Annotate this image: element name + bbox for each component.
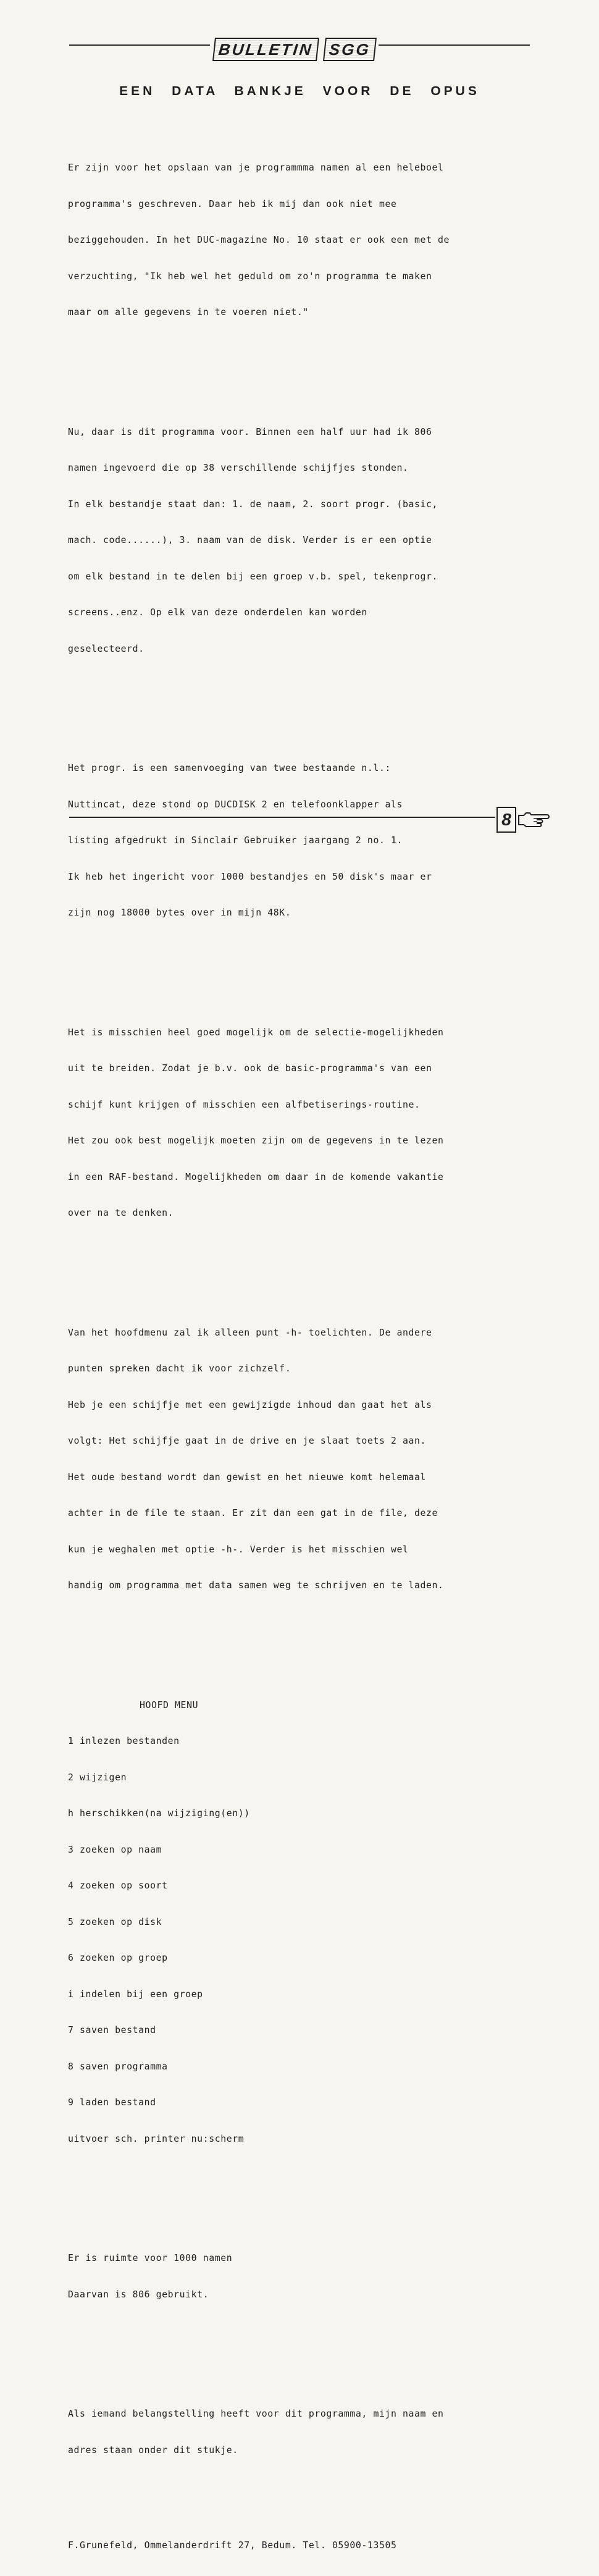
- masthead-logo: [210, 37, 379, 62]
- text-line: maar om alle gegevens in te voeren niet.": [68, 307, 309, 318]
- paragraph-4: [68, 1003, 537, 1244]
- menu-item: 8 saven programma: [68, 2061, 168, 2072]
- menu-item: 7 saven bestand: [68, 2025, 156, 2035]
- menu-item: 3 zoeken op naam: [68, 1844, 162, 1855]
- text-line: listing afgedrukt in Sinclair Gebruiker jaargang 2 no. 1.: [68, 835, 403, 846]
- text-line: achter in de file te staan. Er zit dan een gat in de file, deze: [68, 1508, 438, 1518]
- text-line: kun je weghalen met optie -h-. Verder is het misschien wel: [68, 1544, 409, 1555]
- text-line: beziggehouden. In het DUC-magazine No. 10 staat er ook een met de: [68, 235, 450, 245]
- text-line: Als iemand belangstelling heeft voor dit programma, mijn naam en: [68, 2409, 444, 2419]
- text-line: schijf kunt krijgen of misschien een alfbetiserings-routine.: [68, 1099, 421, 1110]
- article-body: [68, 114, 537, 2576]
- text-line: Nu, daar is dit programma voor. Binnen een half uur had ik 806: [68, 426, 432, 437]
- text-line: handig om programma met data samen weg te schrijven en te laden.: [68, 1580, 444, 1591]
- paragraph-2: [68, 402, 537, 680]
- text-line: zijn nog 18000 bytes over in mijn 48K.: [68, 907, 291, 918]
- text-line: geselecteerd.: [68, 643, 145, 654]
- pointing-hand-icon: [517, 810, 550, 827]
- text-line: uit te breiden. Zodat je b.v. ook de basic-programma's van een: [68, 1063, 432, 1074]
- text-line: programma's geschreven. Daar heb ik mij dan ook niet mee: [68, 198, 397, 209]
- text-line: Er is ruimte voor 1000 namen: [68, 2253, 233, 2263]
- text-line: Er zijn voor het opslaan van je programmma namen al een heleboel: [68, 162, 444, 173]
- paragraph-3: [68, 738, 537, 943]
- text-line: Het oude bestand wordt dan gewist en het nieuwe komt helemaal: [68, 1471, 427, 1483]
- text-line: namen ingevoerd die op 38 verschillende schijfjes stonden.: [68, 463, 409, 473]
- text-line: mach. code......), 3. naam van de disk. Verder is er een optie: [68, 535, 432, 545]
- menu-item: 9 laden bestand: [68, 2097, 156, 2108]
- text-line: Het zou ook best mogelijk moeten zijn om de gegevens in te lezen: [68, 1135, 444, 1146]
- menu-item: uitvoer sch. printer nu:scherm: [68, 2133, 245, 2144]
- article-title: EEN DATA BANKJE VOOR DE OPUS: [119, 84, 480, 98]
- text-line: punten spreken dacht ik voor zichzelf.: [68, 1363, 291, 1374]
- text-line: Ik heb het ingericht voor 1000 bestandjes en 50 disk's maar er: [68, 871, 432, 882]
- text-line: Daarvan is 806 gebruikt.: [68, 2289, 209, 2300]
- paragraph-5: [68, 1303, 537, 1616]
- main-menu-listing: [68, 1675, 537, 2170]
- masthead-word-2: SGG: [323, 38, 377, 61]
- text-line: volgt: Het schijfje gaat in de drive en je slaat toets 2 aan.: [68, 1436, 427, 1446]
- menu-item: 4 zoeken op soort: [68, 1880, 168, 1891]
- text-line: In elk bestandje staat dan: 1. de naam, 2. soort progr. (basic,: [68, 499, 438, 510]
- menu-item: 1 inlezen bestanden: [68, 1736, 180, 1746]
- menu-heading: HOOFD MENU: [140, 1699, 199, 1711]
- text-line: om elk bestand in te delen bij een groep v.b. spel, tekenprogr.: [68, 571, 438, 582]
- text-line: Nuttincat, deze stond op DUCDISK 2 en telefoonklapper als: [68, 799, 403, 810]
- author-signature: F.Grunefeld, Ommelanderdrift 27, Bedum. Tel. 05900-13505: [68, 2540, 397, 2551]
- text-line: screens..enz. Op elk van deze onderdelen kan worden: [68, 607, 367, 618]
- text-line: Heb je een schijfje met een gewijzigde inhoud dan gaat het als: [68, 1399, 432, 1410]
- menu-item: h herschikken(na wijziging(en)): [68, 1808, 250, 1819]
- paragraph-1: [68, 138, 537, 343]
- text-line: Het is misschien heel goed mogelijk om de selectie-mogelijkheden: [68, 1027, 444, 1038]
- text-line: in een RAF-bestand. Mogelijkheden om daar in de komende vakantie: [68, 1171, 444, 1182]
- text-line: verzuchting, "Ik heb wel het geduld om zo'n programma te maken: [68, 271, 432, 282]
- text-line: over na te denken.: [68, 1208, 174, 1218]
- capacity-note: [68, 2228, 537, 2325]
- menu-item: 6 zoeken op groep: [68, 1953, 168, 1963]
- masthead-word-1: BULLETIN: [212, 38, 319, 61]
- menu-item: 5 zoeken op disk: [68, 1916, 162, 1927]
- footer-rule: [69, 817, 495, 818]
- interest-note: [68, 2384, 537, 2480]
- text-line: Van het hoofdmenu zal ik alleen punt -h- toelichten. De andere: [68, 1327, 432, 1338]
- page-number: 8: [496, 807, 516, 833]
- menu-item: 2 wijzigen: [68, 1772, 127, 1783]
- text-line: adres staan onder dit stukje.: [68, 2444, 238, 2456]
- text-line: Het progr. is een samenvoeging van twee bestaande n.l.:: [68, 763, 391, 773]
- menu-item: i indelen bij een groep: [68, 1989, 203, 2000]
